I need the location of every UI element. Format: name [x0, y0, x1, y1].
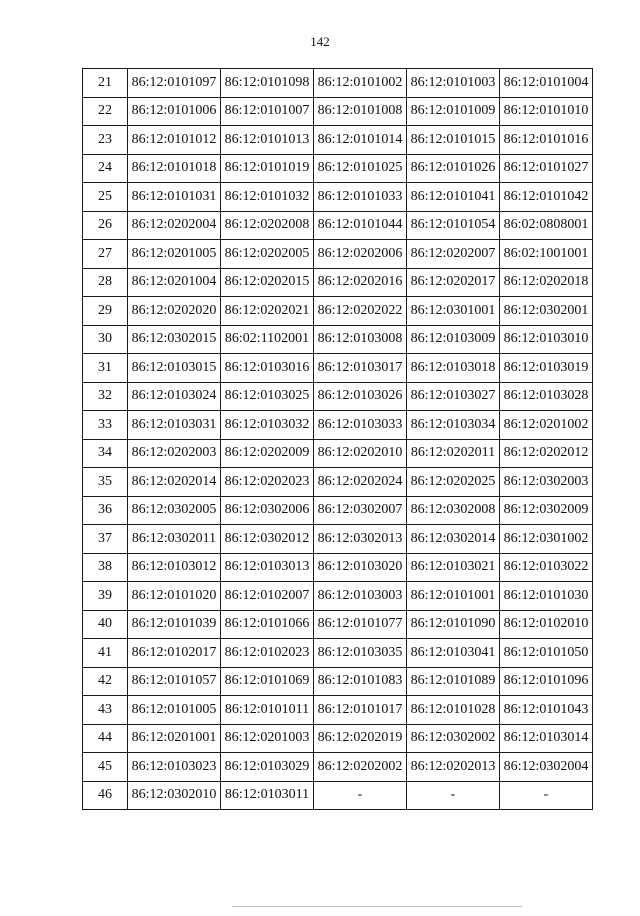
- cadastral-number-cell: 86:12:0101030: [500, 582, 593, 611]
- row-number-cell: 46: [83, 781, 128, 810]
- cadastral-number-cell: 86:12:0101039: [128, 610, 221, 639]
- table-row: [83, 696, 593, 725]
- table-row: [83, 126, 593, 155]
- table-row: [83, 411, 593, 440]
- table-row: [83, 468, 593, 497]
- row-number-cell: 25: [83, 183, 128, 212]
- row-number-cell: 21: [83, 69, 128, 98]
- cadastral-number-cell: 86:12:0202023: [221, 468, 314, 497]
- cadastral-number-cell: 86:12:0101089: [407, 667, 500, 696]
- cadastral-number-cell: 86:12:0302005: [128, 496, 221, 525]
- table-row: [83, 667, 593, 696]
- row-number-cell: 29: [83, 297, 128, 326]
- cadastral-number-cell: 86:12:0103019: [500, 354, 593, 383]
- cadastral-number-cell: 86:12:0101077: [314, 610, 407, 639]
- cadastral-number-cell: 86:12:0302007: [314, 496, 407, 525]
- cadastral-number-cell: 86:12:0102023: [221, 639, 314, 668]
- cadastral-number-cell: 86:12:0201002: [500, 411, 593, 440]
- row-number-cell: 33: [83, 411, 128, 440]
- table-row: [83, 525, 593, 554]
- cadastral-number-cell: 86:12:0103009: [407, 325, 500, 354]
- cadastral-number-cell: 86:12:0101066: [221, 610, 314, 639]
- cadastral-number-cell: 86:12:0101002: [314, 69, 407, 98]
- row-number-cell: 39: [83, 582, 128, 611]
- cadastral-number-cell: 86:12:0101097: [128, 69, 221, 98]
- table-row: [83, 97, 593, 126]
- cadastral-number-cell: 86:12:0202014: [128, 468, 221, 497]
- table-row: [83, 154, 593, 183]
- cadastral-number-cell: 86:12:0202006: [314, 240, 407, 269]
- cadastral-number-cell: 86:12:0101033: [314, 183, 407, 212]
- cadastral-number-cell: 86:12:0202021: [221, 297, 314, 326]
- row-number-cell: 32: [83, 382, 128, 411]
- cadastral-number-cell: 86:12:0302014: [407, 525, 500, 554]
- cadastral-number-cell: 86:12:0202005: [221, 240, 314, 269]
- cadastral-number-cell: 86:02:0808001: [500, 211, 593, 240]
- row-number-cell: 23: [83, 126, 128, 155]
- cadastral-number-cell: 86:12:0302001: [500, 297, 593, 326]
- cadastral-number-cell: 86:12:0101041: [407, 183, 500, 212]
- cadastral-number-cell: 86:12:0101028: [407, 696, 500, 725]
- table-row: [83, 610, 593, 639]
- cadastral-number-cell: 86:12:0101006: [128, 97, 221, 126]
- cadastral-number-cell: 86:12:0101090: [407, 610, 500, 639]
- cadastral-number-cell: 86:12:0101027: [500, 154, 593, 183]
- table-row: [83, 268, 593, 297]
- cadastral-number-cell: 86:02:1102001: [221, 325, 314, 354]
- cadastral-number-cell: 86:12:0101001: [407, 582, 500, 611]
- scan-artifact-line: [232, 906, 522, 907]
- cadastral-number-cell: 86:12:0302012: [221, 525, 314, 554]
- cadastral-number-cell: 86:12:0101017: [314, 696, 407, 725]
- cadastral-number-cell: 86:12:0302011: [128, 525, 221, 554]
- cadastral-number-cell: 86:12:0101098: [221, 69, 314, 98]
- cadastral-number-cell: 86:12:0302006: [221, 496, 314, 525]
- cadastral-number-cell: 86:12:0202010: [314, 439, 407, 468]
- cadastral-number-cell: 86:12:0101007: [221, 97, 314, 126]
- cadastral-number-cell: 86:12:0101083: [314, 667, 407, 696]
- cadastral-number-cell: 86:12:0103017: [314, 354, 407, 383]
- cadastral-number-cell: 86:12:0101043: [500, 696, 593, 725]
- cadastral-number-cell: 86:12:0302009: [500, 496, 593, 525]
- cadastral-number-cell: 86:12:0103010: [500, 325, 593, 354]
- cadastral-number-cell: 86:12:0302003: [500, 468, 593, 497]
- cadastral-number-cell: 86:12:0202019: [314, 724, 407, 753]
- cadastral-number-cell: 86:12:0103008: [314, 325, 407, 354]
- page-number: 142: [310, 34, 330, 49]
- cadastral-number-cell: 86:12:0103023: [128, 753, 221, 782]
- table-row: [83, 354, 593, 383]
- cadastral-number-cell: 86:12:0202020: [128, 297, 221, 326]
- cadastral-number-cell: 86:12:0101032: [221, 183, 314, 212]
- table-row: [83, 639, 593, 668]
- table-row: [83, 496, 593, 525]
- cadastral-number-cell: 86:12:0202016: [314, 268, 407, 297]
- cadastral-number-cell: 86:12:0103031: [128, 411, 221, 440]
- cadastral-number-cell: 86:12:0202012: [500, 439, 593, 468]
- cadastral-number-cell: 86:12:0302002: [407, 724, 500, 753]
- cadastral-number-cell: 86:12:0101011: [221, 696, 314, 725]
- cadastral-number-cell: -: [500, 781, 593, 810]
- cadastral-number-cell: 86:12:0103027: [407, 382, 500, 411]
- row-number-cell: 43: [83, 696, 128, 725]
- cadastral-number-cell: 86:12:0103022: [500, 553, 593, 582]
- cadastral-number-cell: 86:12:0202009: [221, 439, 314, 468]
- cadastral-number-cell: 86:12:0302008: [407, 496, 500, 525]
- cadastral-number-cell: 86:02:1001001: [500, 240, 593, 269]
- table-row: [83, 211, 593, 240]
- cadastral-number-cell: 86:12:0103033: [314, 411, 407, 440]
- row-number-cell: 40: [83, 610, 128, 639]
- cadastral-number-cell: 86:12:0103026: [314, 382, 407, 411]
- row-number-cell: 45: [83, 753, 128, 782]
- cadastral-number-cell: 86:12:0103041: [407, 639, 500, 668]
- cadastral-number-cell: 86:12:0202024: [314, 468, 407, 497]
- row-number-cell: 41: [83, 639, 128, 668]
- table-row: [83, 240, 593, 269]
- cadastral-number-cell: 86:12:0103014: [500, 724, 593, 753]
- cadastral-number-cell: 86:12:0101003: [407, 69, 500, 98]
- cadastral-number-cell: 86:12:0201001: [128, 724, 221, 753]
- row-number-cell: 34: [83, 439, 128, 468]
- cadastral-number-cell: 86:12:0101013: [221, 126, 314, 155]
- row-number-cell: 24: [83, 154, 128, 183]
- table-row: [83, 724, 593, 753]
- cadastral-number-cell: 86:12:0301002: [500, 525, 593, 554]
- cadastral-number-cell: 86:12:0302004: [500, 753, 593, 782]
- cadastral-number-cell: 86:12:0101005: [128, 696, 221, 725]
- cadastral-number-cell: 86:12:0103028: [500, 382, 593, 411]
- cadastral-number-cell: 86:12:0101025: [314, 154, 407, 183]
- cadastral-number-cell: 86:12:0302010: [128, 781, 221, 810]
- cadastral-number-cell: 86:12:0103013: [221, 553, 314, 582]
- row-number-cell: 35: [83, 468, 128, 497]
- cadastral-number-cell: 86:12:0101015: [407, 126, 500, 155]
- row-number-cell: 22: [83, 97, 128, 126]
- table-row: [83, 325, 593, 354]
- cadastral-number-cell: 86:12:0101008: [314, 97, 407, 126]
- cadastral-number-cell: 86:12:0101044: [314, 211, 407, 240]
- cadastral-number-cell: 86:12:0101031: [128, 183, 221, 212]
- cadastral-number-cell: 86:12:0102010: [500, 610, 593, 639]
- cadastral-numbers-table: [82, 68, 593, 810]
- cadastral-number-cell: 86:12:0201003: [221, 724, 314, 753]
- row-number-cell: 31: [83, 354, 128, 383]
- cadastral-number-cell: 86:12:0101096: [500, 667, 593, 696]
- cadastral-number-cell: 86:12:0103035: [314, 639, 407, 668]
- row-number-cell: 26: [83, 211, 128, 240]
- cadastral-number-cell: 86:12:0202013: [407, 753, 500, 782]
- row-number-cell: 38: [83, 553, 128, 582]
- cadastral-number-cell: 86:12:0101012: [128, 126, 221, 155]
- cadastral-number-cell: 86:12:0101057: [128, 667, 221, 696]
- cadastral-number-cell: 86:12:0101016: [500, 126, 593, 155]
- table-row: [83, 183, 593, 212]
- cadastral-number-cell: 86:12:0101020: [128, 582, 221, 611]
- cadastral-number-cell: 86:12:0101019: [221, 154, 314, 183]
- cadastral-number-cell: 86:12:0101004: [500, 69, 593, 98]
- table-row: [83, 382, 593, 411]
- cadastral-number-cell: -: [314, 781, 407, 810]
- row-number-cell: 30: [83, 325, 128, 354]
- cadastral-number-cell: 86:12:0103012: [128, 553, 221, 582]
- cadastral-number-cell: 86:12:0102017: [128, 639, 221, 668]
- table-row: [83, 297, 593, 326]
- cadastral-number-cell: 86:12:0103024: [128, 382, 221, 411]
- cadastral-number-cell: 86:12:0202015: [221, 268, 314, 297]
- cadastral-number-cell: -: [407, 781, 500, 810]
- table-body: [83, 69, 593, 810]
- cadastral-number-cell: 86:12:0101026: [407, 154, 500, 183]
- table-row: [83, 753, 593, 782]
- row-number-cell: 28: [83, 268, 128, 297]
- cadastral-number-cell: 86:12:0201005: [128, 240, 221, 269]
- cadastral-number-cell: 86:12:0202008: [221, 211, 314, 240]
- cadastral-number-cell: 86:12:0101069: [221, 667, 314, 696]
- cadastral-number-cell: 86:12:0202003: [128, 439, 221, 468]
- table-row: [83, 553, 593, 582]
- cadastral-number-cell: 86:12:0202022: [314, 297, 407, 326]
- cadastral-number-cell: 86:12:0101042: [500, 183, 593, 212]
- cadastral-number-cell: 86:12:0202017: [407, 268, 500, 297]
- cadastral-number-cell: 86:12:0103029: [221, 753, 314, 782]
- cadastral-number-cell: 86:12:0103020: [314, 553, 407, 582]
- row-number-cell: 37: [83, 525, 128, 554]
- cadastral-number-cell: 86:12:0202011: [407, 439, 500, 468]
- cadastral-number-cell: 86:12:0302015: [128, 325, 221, 354]
- cadastral-number-cell: 86:12:0202018: [500, 268, 593, 297]
- cadastral-number-cell: 86:12:0301001: [407, 297, 500, 326]
- cadastral-number-cell: 86:12:0103015: [128, 354, 221, 383]
- cadastral-number-cell: 86:12:0202002: [314, 753, 407, 782]
- cadastral-number-cell: 86:12:0101018: [128, 154, 221, 183]
- table-row: [83, 439, 593, 468]
- cadastral-number-cell: 86:12:0102007: [221, 582, 314, 611]
- cadastral-number-cell: 86:12:0201004: [128, 268, 221, 297]
- cadastral-number-cell: 86:12:0202007: [407, 240, 500, 269]
- cadastral-number-cell: 86:12:0103016: [221, 354, 314, 383]
- cadastral-number-cell: 86:12:0202025: [407, 468, 500, 497]
- cadastral-number-cell: 86:12:0103025: [221, 382, 314, 411]
- cadastral-number-cell: 86:12:0101050: [500, 639, 593, 668]
- cadastral-number-cell: 86:12:0302013: [314, 525, 407, 554]
- cadastral-number-cell: 86:12:0103021: [407, 553, 500, 582]
- cadastral-number-cell: 86:12:0103034: [407, 411, 500, 440]
- cadastral-number-cell: 86:12:0101010: [500, 97, 593, 126]
- cadastral-number-cell: 86:12:0101054: [407, 211, 500, 240]
- cadastral-number-cell: 86:12:0101009: [407, 97, 500, 126]
- table-row: [83, 69, 593, 98]
- row-number-cell: 42: [83, 667, 128, 696]
- cadastral-number-cell: 86:12:0103018: [407, 354, 500, 383]
- table-row: [83, 582, 593, 611]
- table-row: [83, 781, 593, 810]
- cadastral-number-cell: 86:12:0103003: [314, 582, 407, 611]
- row-number-cell: 44: [83, 724, 128, 753]
- cadastral-number-cell: 86:12:0101014: [314, 126, 407, 155]
- row-number-cell: 27: [83, 240, 128, 269]
- cadastral-number-cell: 86:12:0103032: [221, 411, 314, 440]
- cadastral-number-cell: 86:12:0202004: [128, 211, 221, 240]
- row-number-cell: 36: [83, 496, 128, 525]
- cadastral-number-cell: 86:12:0103011: [221, 781, 314, 810]
